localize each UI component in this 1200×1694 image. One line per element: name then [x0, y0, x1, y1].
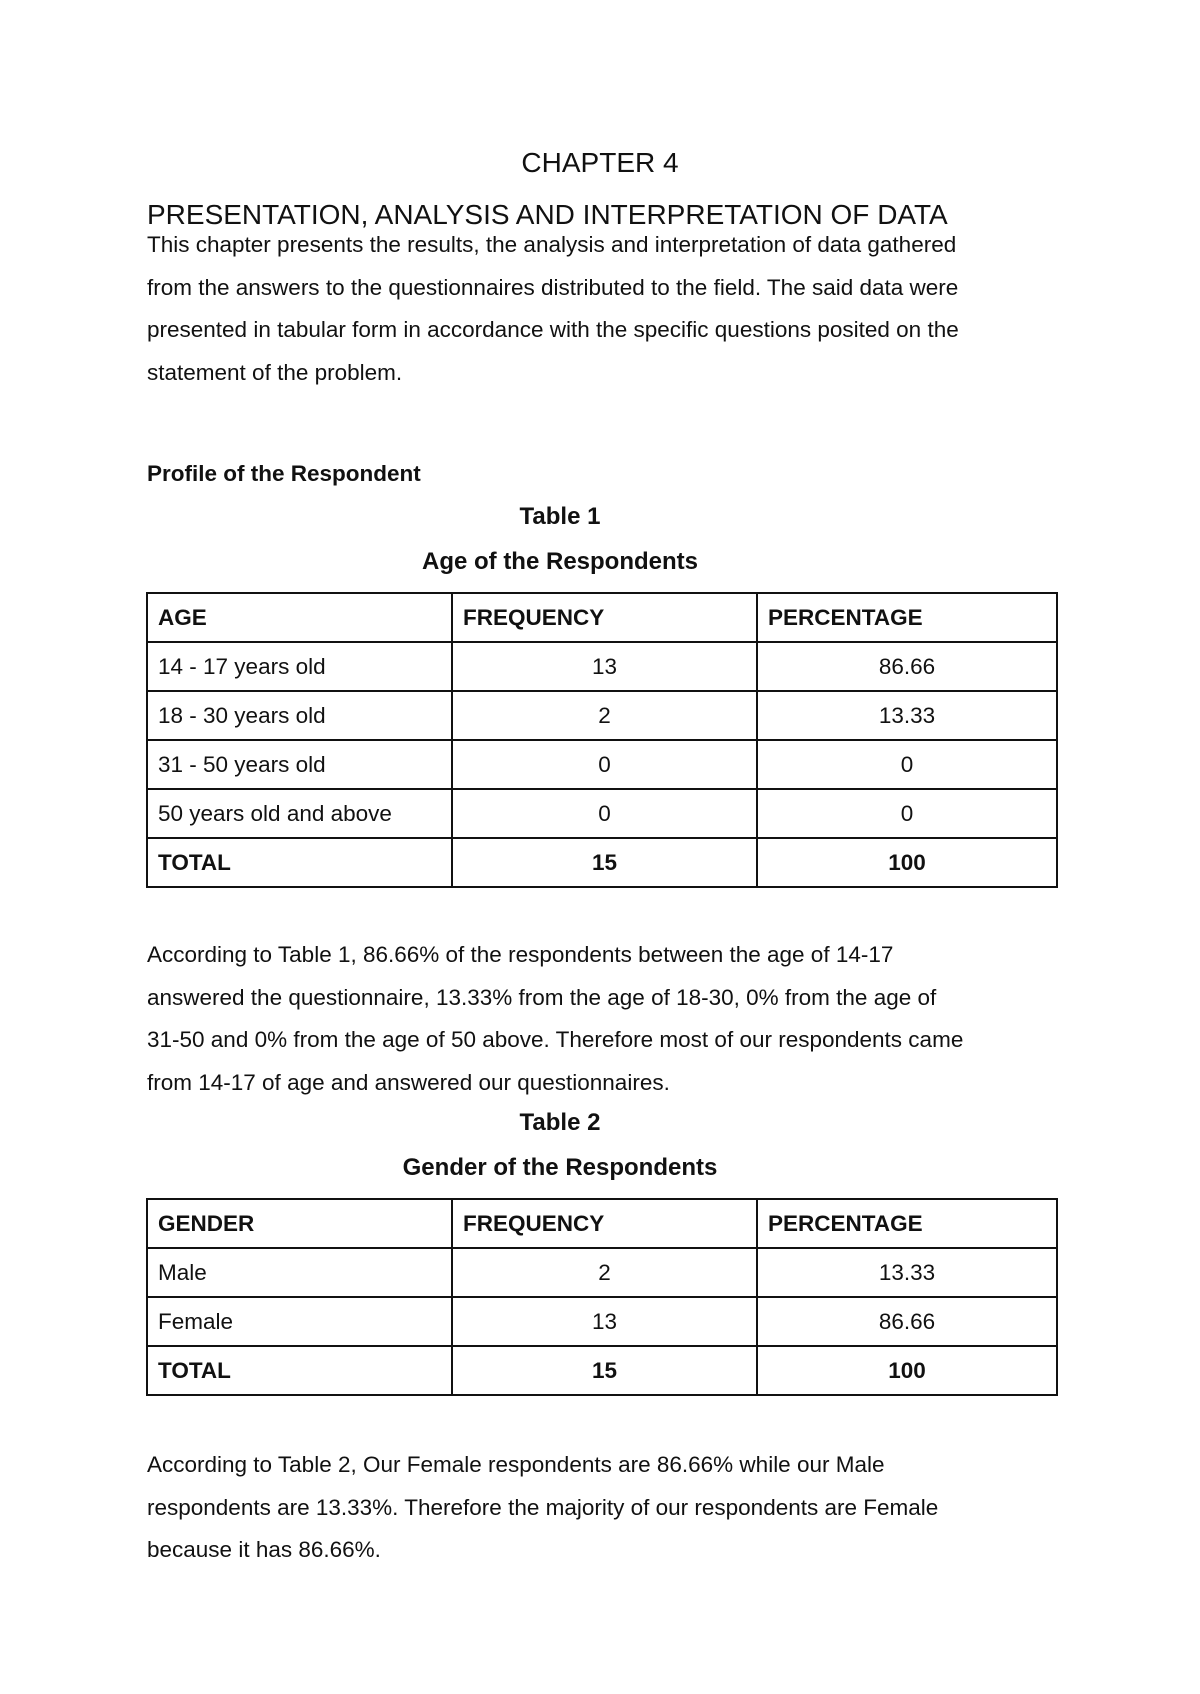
header-cell: GENDER	[147, 1199, 452, 1248]
table1-analysis-paragraph	[147, 934, 1047, 1104]
table-header-row	[147, 1199, 1057, 1248]
frequency-cell: 2	[452, 691, 757, 740]
age-cell: 18 - 30 years old	[147, 691, 452, 740]
age-cell: 14 - 17 years old	[147, 642, 452, 691]
total-frequency-cell: 15	[452, 1346, 757, 1395]
percentage-cell: 0	[757, 740, 1057, 789]
analysis-line: because it has 86.66%.	[147, 1537, 381, 1562]
frequency-cell: 2	[452, 1248, 757, 1297]
header-cell: FREQUENCY	[452, 1199, 757, 1248]
analysis-line: answered the questionnaire, 13.33% from the age of 18-30, 0% from the age of	[147, 984, 937, 1010]
chapter-title: PRESENTATION, ANALYSIS AND INTERPRETATION OF DATA	[147, 199, 948, 230]
table2-analysis-paragraph	[147, 1444, 1047, 1572]
gender-cell: Female	[147, 1297, 452, 1346]
header-cell: AGE	[147, 593, 452, 642]
section-heading: Profile of the Respondent	[147, 461, 421, 486]
table2-label: Table 2	[519, 1109, 601, 1136]
percentage-cell: 0	[757, 789, 1057, 838]
table1-title: Age of the Respondents	[421, 548, 698, 575]
table-row	[147, 642, 1057, 691]
table-row	[147, 691, 1057, 740]
table-total-row	[147, 1346, 1057, 1395]
analysis-line: 31-50 and 0% from the age of 50 above. Therefore most of our respondents came	[147, 1027, 964, 1052]
total-label-cell: TOTAL	[147, 838, 452, 887]
header-cell: PERCENTAGE	[757, 1199, 1057, 1248]
age-cell: 50 years old and above	[147, 789, 452, 838]
total-percentage-cell: 100	[757, 838, 1057, 887]
total-label-cell: TOTAL	[147, 1346, 452, 1395]
frequency-cell: 0	[452, 789, 757, 838]
analysis-line: respondents are 13.33%. Therefore the majority of our respondents are Female	[147, 1494, 939, 1520]
gender-table	[146, 1198, 1058, 1396]
header-cell: PERCENTAGE	[757, 593, 1057, 642]
gender-cell: Male	[147, 1248, 452, 1297]
table-row	[147, 1297, 1057, 1346]
percentage-cell: 86.66	[757, 1297, 1057, 1346]
analysis-line: from 14-17 of age and answered our questionnaires.	[147, 1069, 670, 1095]
table-row	[147, 789, 1057, 838]
table-header-row	[147, 593, 1057, 642]
table2-title: Gender of the Respondents	[402, 1154, 718, 1181]
intro-line: presented in tabular form in accordance with the specific questions posited on the	[147, 317, 959, 342]
intro-paragraph	[147, 224, 1047, 394]
age-table	[146, 592, 1058, 888]
frequency-cell: 13	[452, 1297, 757, 1346]
analysis-line: According to Table 1, 86.66% of the respondents between the age of 14-17	[147, 942, 894, 967]
total-frequency-cell: 15	[452, 838, 757, 887]
table-row	[147, 740, 1057, 789]
frequency-cell: 0	[452, 740, 757, 789]
frequency-cell: 13	[452, 642, 757, 691]
intro-line: from the answers to the questionnaires distributed to the field. The said data were	[147, 274, 959, 300]
table-total-row	[147, 838, 1057, 887]
percentage-cell: 13.33	[757, 691, 1057, 740]
total-percentage-cell: 100	[757, 1346, 1057, 1395]
intro-line: statement of the problem.	[147, 359, 403, 385]
table-row	[147, 1248, 1057, 1297]
percentage-cell: 13.33	[757, 1248, 1057, 1297]
analysis-line: According to Table 2, Our Female respondents are 86.66% while our Male	[147, 1452, 885, 1477]
table1-label: Table 1	[519, 503, 601, 530]
age-cell: 31 - 50 years old	[147, 740, 452, 789]
percentage-cell: 86.66	[757, 642, 1057, 691]
intro-line: This chapter presents the results, the analysis and interpretation of data gathered	[147, 232, 957, 257]
chapter-number: CHAPTER 4	[521, 147, 679, 178]
header-cell: FREQUENCY	[452, 593, 757, 642]
